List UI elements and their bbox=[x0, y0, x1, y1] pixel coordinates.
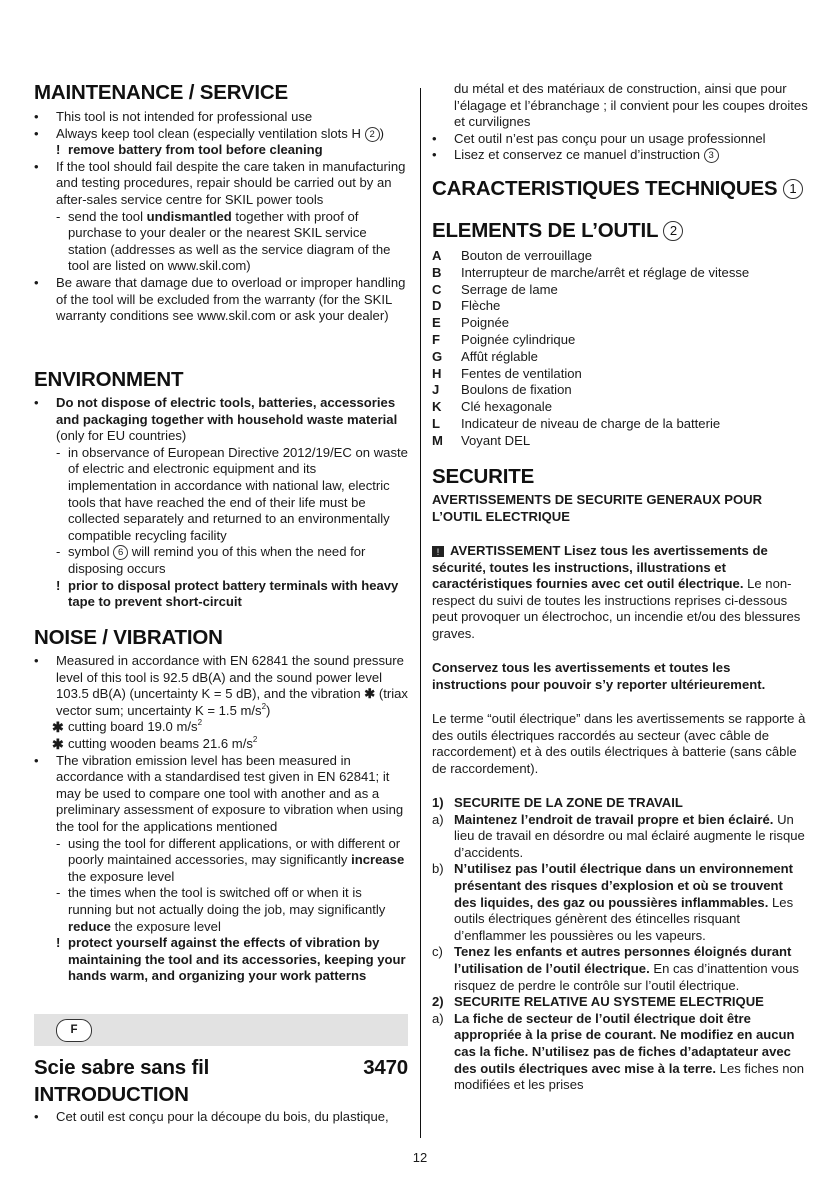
list-item: • Be aware that damage due to overload or improper handling of the tool will be excluded from the warranty (for the SKIL warranty conditions see www.skil.com or ask your dealer) bbox=[34, 274, 406, 324]
maintenance-list bbox=[34, 109, 408, 325]
list-item: H Fentes de ventilation bbox=[432, 365, 582, 381]
parts-list bbox=[432, 248, 808, 450]
list-item: • Do not dispose of electric tools, batteries, accessories and packaging together with household waste material (only for EU countries) bbox=[34, 395, 398, 444]
language-bar bbox=[34, 1014, 408, 1046]
environment-list bbox=[34, 395, 408, 611]
list-item: • Cet outil est conçu pour la découpe du bois, du plastique, bbox=[34, 1109, 389, 1124]
list-item: F Poignée cylindrique bbox=[432, 331, 576, 347]
asterisk-icon: ✱ bbox=[52, 719, 64, 736]
safety-sections bbox=[432, 795, 808, 1094]
product-title: Scie sabre sans fil bbox=[34, 1056, 210, 1079]
list-item: K Clé hexagonale bbox=[432, 399, 552, 415]
figure-ref-icon: 2 bbox=[663, 221, 683, 241]
list-item: • Measured in accordance with EN 62841 the sound pressure level of this tool is 92.5 dB(A) and the sound power level 103.5 dB(A) (uncertainty K = 5 dB), and the vibration ✱ (triax vector sum; uncertainty K = 1.5 $m/s^2$) bbox=[34, 653, 408, 718]
keep-instructions: Conservez tous les avertissements et toutes les instructions pour pouvoir s’y reporter ultérieurement. bbox=[432, 660, 766, 692]
list-item: • The vibration emission level has been measured in accordance with a standardised test given in EN 62841; it may be used to compare one tool with another and as a preliminary assessment of exposure to vibration when using the tool for the applications mentioned bbox=[34, 752, 404, 834]
general-warnings-title: AVERTISSEMENTS DE SECURITE GENERAUX POUR L’OUTIL ELECTRIQUE bbox=[432, 492, 763, 524]
list-item: a) Maintenez l’endroit de travail propre et bien éclairé. Un lieu de travail en désordre ou mal éclairé augmente le risque d’accidents. bbox=[432, 811, 805, 860]
sub-item: - send the tool undismantled together with proof of purchase to your dealer or the nearest SKIL service station (addresses as well as the service diagram of the tool are listed on www.skil.com) bbox=[56, 208, 391, 274]
introduction-heading: INTRODUCTION bbox=[34, 1083, 189, 1106]
noise-list bbox=[34, 653, 408, 985]
environment-heading: ENVIRONMENT bbox=[34, 368, 184, 391]
intro-continued bbox=[432, 81, 808, 164]
list-item: A Bouton de verrouillage bbox=[432, 248, 593, 263]
product-code: 3470 bbox=[363, 1056, 408, 1079]
maintenance-heading: MAINTENANCE / SERVICE bbox=[34, 81, 288, 104]
vibration-value: ✱ cutting wooden beams 21.6 $m/s^2$ bbox=[52, 734, 258, 752]
sub-item: - using the tool for different applications, or with different or poorly maintained accessories, may significantly increase the exposure level bbox=[56, 835, 405, 884]
figure-ref-icon: 1 bbox=[783, 179, 803, 199]
list-item: C Serrage de lame bbox=[432, 281, 558, 297]
section-title: 2) SECURITE RELATIVE AU SYSTEME ELECTRIQUE bbox=[432, 994, 764, 1010]
list-item: c) Tenez les enfants et autres personnes éloignés durant l’utilisation de l’outil électrique. En cas d’inattention vous risquez de perdre le contrôle sur l’outil électrique. bbox=[432, 944, 799, 993]
list-item: J Boulons de fixation bbox=[432, 382, 572, 398]
list-item: • Lisez et conservez ce manuel d’instruction 3 bbox=[432, 147, 808, 164]
warning-triangle-icon: ! bbox=[432, 546, 444, 557]
list-item: E Poignée bbox=[432, 315, 510, 331]
list-item: G Affût réglable bbox=[432, 348, 538, 364]
list-item: a) La fiche de secteur de l’outil électrique doit être appropriée à la prise de courant. Ne modifiez en aucun cas la fiche. N’utilisez pas de fiches d’adaptateur avec des outils électriques avec mise à la terre. Les fiches non modifiées et les prises bbox=[432, 1010, 805, 1093]
column-divider bbox=[420, 88, 421, 1138]
figure-ref-icon: 3 bbox=[704, 148, 719, 163]
warning-line: ! remove battery from tool before cleaning bbox=[56, 142, 323, 158]
noise-heading: NOISE / VIBRATION bbox=[34, 626, 223, 649]
sub-item: - symbol 6 will remind you of this when the need for disposing occurs bbox=[56, 544, 366, 576]
figure-ref-icon: 2 bbox=[365, 127, 380, 142]
language-badge: F bbox=[56, 1019, 92, 1042]
list-item: • If the tool should fail despite the care taken in manufacturing and testing procedures, repair should be carried out by an after-sales service centre for SKIL power tools bbox=[34, 158, 406, 207]
tool-elements-heading: ELEMENTS DE L’OUTIL 2 bbox=[432, 219, 683, 243]
list-item: • Always keep tool clean (especially ventilation slots H 2 ) bbox=[34, 125, 384, 141]
list-item: B Interrupteur de marche/arrêt et réglage de vitesse bbox=[432, 264, 750, 280]
figure-ref-icon: 6 bbox=[113, 545, 128, 560]
list-item: D Flèche bbox=[432, 298, 501, 314]
list-item: M Voyant DEL bbox=[432, 432, 531, 448]
securite-heading: SECURITE bbox=[432, 465, 535, 488]
list-item: L Indicateur de niveau de charge de la batterie bbox=[432, 415, 721, 431]
list-item: • This tool is not intended for professional use bbox=[34, 109, 313, 124]
warning-paragraph: ! AVERTISSEMENT Lisez tous les avertissements de sécurité, toutes les instructions, illustrations et caractéristiques fournies avec cet outil électrique. Le non-respect du suivi de toutes les instructions reprises ci-dessous peut provoquer un électrochoc, un incendie et/ou des blessures graves. bbox=[432, 543, 801, 641]
tech-specs-heading: CARACTERISTIQUES TECHNIQUES 1 bbox=[432, 177, 803, 201]
sub-item: - the times when the tool is switched off or when it is running but not actually doing the job, may significantly reduce the exposure level bbox=[56, 885, 386, 934]
sub-item: - in observance of European Directive 2012/19/EC on waste of electric and electronic equipment and its implementation in accordance with national law, electric tools that have reached the end of their life must be collected separately and returned to an environmentally compatible recycling facility bbox=[56, 444, 408, 543]
list-item: du métal et des matériaux de construction, ainsi que pour l’élagage et l’ébranchage ; il convient pour les coupes droites et curvilignes bbox=[454, 81, 808, 130]
vibration-value: ✱ cutting board 19.0 $m/s^2$ bbox=[52, 718, 203, 736]
section-title: 1) SECURITE DE LA ZONE DE TRAVAIL bbox=[432, 795, 683, 810]
asterisk-icon: ✱ bbox=[52, 735, 64, 752]
term-definition: Le terme “outil électrique” dans les avertissements se rapporte à des outils électriques raccordés au secteur (avec câble de raccordement) et à des outils électriques à batterie (sans câble de raccordement). bbox=[432, 711, 806, 776]
warning-line: ! protect yourself against the effects of vibration by maintaining the tool and its accessories, keeping your hands warm, and organizing your work patterns bbox=[56, 935, 406, 984]
list-item: • Cet outil n’est pas conçu pour un usage professionnel bbox=[432, 130, 766, 146]
page-number: 12 bbox=[412, 1150, 428, 1165]
warning-line: ! prior to disposal protect battery terminals with heavy tape to prevent short-circuit bbox=[56, 577, 399, 610]
asterisk-icon: ✱ bbox=[364, 686, 376, 702]
list-item: b) N’utilisez pas l’outil électrique dans un environnement présentant des risques d’explosion et où se trouvent des liquides, des gaz ou poussières inflammables. Les outils électriques génèrent des étincelles risquant d’enflammer les poussières ou les vapeurs. bbox=[432, 861, 794, 943]
